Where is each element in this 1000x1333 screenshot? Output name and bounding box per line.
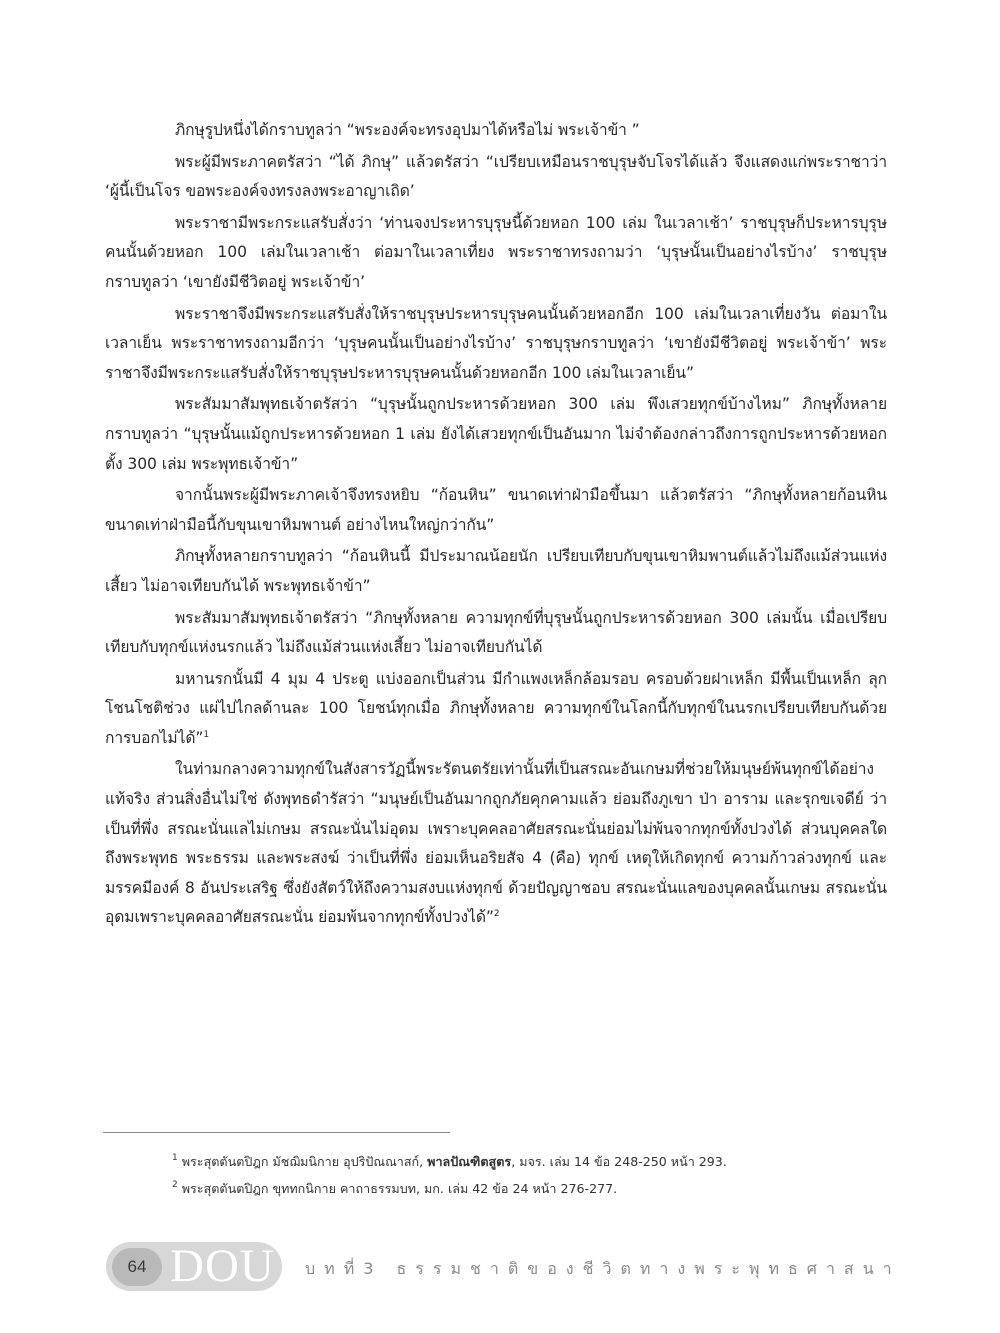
paragraph: พระสัมมาสัมพุทธเจ้าตรัสว่า “ภิกษุทั้งหลาย ความทุกข์ที่บุรุษนั้นถูกประหารด้วยหอก 300 เล่มนั้น เมื่อเปรียบเทียบกับทุกข์แห่งนรกแล้ว ไม่ถึงแม้ส่วนแห่งเสี้ยว ไม่อาจเทียบกันได้ [105, 608, 887, 657]
footnote [172, 1175, 892, 1202]
footnote-ref[interactable]: 1 [203, 729, 209, 740]
footnote-text: , มจร. เล่ม 14 ข้อ 248-250 หน้า 293. [511, 1154, 727, 1169]
paragraph: พระราชาจึงมีพระกระแสรับสั่งให้ราชบุรุษประหารบุรุษคนนั้นด้วยหอกอีก 100 เล่มในเวลาเที่ยงวัน ต่อมาในเวลาเย็น พระราชาทรงถามอีกว่า ‘บุรุษคนนั้นเป็นอย่างไรบ้าง’ ราชบุรุษกราบทูลว่า ‘เขายังมีชีวิตอยู่ พระเจ้าข้า’ พระราชาจึงมีพระกระแสรับสั่งให้ราชบุรุษประหารบุรุษคนนั้นด้วยหอกอีก 100 เล่มในเวลาเย็น” [105, 304, 887, 382]
paragraph: ภิกษุรูปหนึ่งได้กราบทูลว่า “พระองค์จะทรงอุปมาได้หรือไม่ พระเจ้าข้า ” [175, 121, 640, 139]
paragraph: พระราชามีพระกระแสรับสั่งว่า ‘ท่านจงประหารบุรุษนี้ด้วยหอก 100 เล่ม ในเวลาเช้า’ ราชบุรุษก็ประหารบุรุษคนนั้นด้วยหอก 100 เล่มในเวลาเช้า ต่อมาในเวลาเที่ยง พระราชาทรงถามว่า ‘บุรุษนั้นเป็นอย่างไรบ้าง’ ราชบุรุษกราบทูลว่า ‘เขายังมีชีวิตอยู่ พระเจ้าข้า’ [105, 213, 887, 291]
footnote-ref[interactable]: 2 [493, 909, 500, 920]
footnotes [172, 1148, 892, 1202]
paragraph: จากนั้นพระผู้มีพระภาคเจ้าจึงทรงหยิบ “ก้อนหิน” ขนาดเท่าฝ่ามือขึ้นมา แล้วตรัสว่า “ภิกษุทั้งหลายก้อนหินขนาดเท่าฝ่ามือนี้กับขุนเขาหิมพานต์ อย่างไหนใหญ่กว่ากัน” [105, 486, 887, 534]
main-content [105, 116, 887, 935]
footnote [172, 1148, 892, 1175]
page-number-badge [112, 1248, 162, 1286]
footnote-text: พระสุตตันตปิฎก ขุททกนิกาย คาถาธรรมบท, มก. เล่ม 42 ข้อ 24 หน้า 276-277. [181, 1181, 618, 1196]
footnote-divider [103, 1132, 450, 1133]
footnote-number: 1 [172, 1153, 178, 1163]
footnote-title: พาลปัณฑิตสูตร [427, 1154, 512, 1169]
dou-logo: DOU [170, 1240, 275, 1292]
page-number: 64 [127, 1257, 147, 1276]
paragraph: ภิกษุทั้งหลายกราบทูลว่า “ก้อนหินนี้ มีประมาณน้อยนัก เปรียบเทียบกับขุนเขาหิมพานต์แล้วไม่ถึงแม้ส่วนแห่งเสี้ยว ไม่อาจเทียบกันได้ พระพุทธเจ้าข้า” [105, 547, 887, 595]
paragraph: ในท่ามกลางความทุกข์ในสังสารวัฏนี้พระรัตนตรัยเท่านั้นที่เป็นสรณะอันเกษมที่ช่วยให้มนุษย์พ้นทุกข์ได้อย่างแท้จริง ส่วนสิ่งอื่นไม่ใช่ ดังพุทธดำรัสว่า “มนุษย์เป็นอันมากถูกภัยคุกคามแล้ว ย่อมถึงภูเขา ป่า อาราม และรุกขเจดีย์ ว่าเป็นที่พึ่ง สรณะนั่นแลไม่เกษม สรณะนั่นไม่อุดม เพราะบุคคลอาศัยสรณะนั่นย่อมไม่พ้นจากทุกข์ทั้งปวงได้ ส่วนบุคคลใดถึงพระพุทธ พระธรรม และพระสงฆ์ ว่าเป็นที่พึ่ง ย่อมเห็นอริยสัจ 4 (คือ) ทุกข์ เหตุให้เกิดทุกข์ ความก้าวล่วงทุกข์ และมรรคมีองค์ 8 อันประเสริฐ ซึ่งยังสัตว์ให้ถึงความสงบแห่งทุกข์ ด้วยปัญญาชอบ สรณะนั่นแลของบุคคลนั้นเกษม สรณะนั่นอุดมเพราะบุคคลอาศัยสรณะนั่น ย่อมพ้นจากทุกข์ทั้งปวงได้”$^2$ [105, 760, 887, 927]
paragraph: มหานรกนั้นมี 4 มุม 4 ประตู แบ่งออกเป็นส่วน มีกำแพงเหล็กล้อมรอบ ครอบด้วยฝาเหล็ก มีพื้นเป็นเหล็ก ลุกโชนโชติช่วง แผ่ไปไกลด้านละ 100 โยชน์ทุกเมื่อ ภิกษุทั้งหลาย ความทุกข์ในโลกนี้กับทุกข์ในนรกเปรียบเทียบกันด้วยการบอกไม่ได้”$^1$ [105, 669, 887, 747]
footnote-text: พระสุตตันตปิฎก มัชฌิมนิกาย อุปริปัณณาสก์, [181, 1154, 428, 1169]
footnote-number: 2 [172, 1180, 178, 1190]
paragraph: พระผู้มีพระภาคตรัสว่า “ได้ ภิกษุ” แล้วตรัสว่า “เปรียบเหมือนราชบุรุษจับโจรได้แล้ว จึงแสดงแก่พระราชาว่า ‘ผู้นี้เป็นโจร ขอพระองค์จงทรงลงพระอาญาเถิด’ [105, 152, 887, 201]
paragraph: พระสัมมาสัมพุทธเจ้าตรัสว่า “บุรุษนั้นถูกประหารด้วยหอก 300 เล่ม พึงเสวยทุกข์บ้างไหม” ภิกษุทั้งหลายกราบทูลว่า “บุรุษนั้นแม้ถูกประหารด้วยหอก 1 เล่ม ยังได้เสวยทุกข์เป็นอันมาก ไม่จำต้องกล่าวถึงการถูกประหารด้วยหอกตั้ง 300 เล่ม พระพุทธเจ้าข้า” [105, 395, 887, 473]
chapter-title: บทที่3 ธรรมชาติของชีวิตทางพระพุทธศาสนา [305, 1259, 901, 1278]
